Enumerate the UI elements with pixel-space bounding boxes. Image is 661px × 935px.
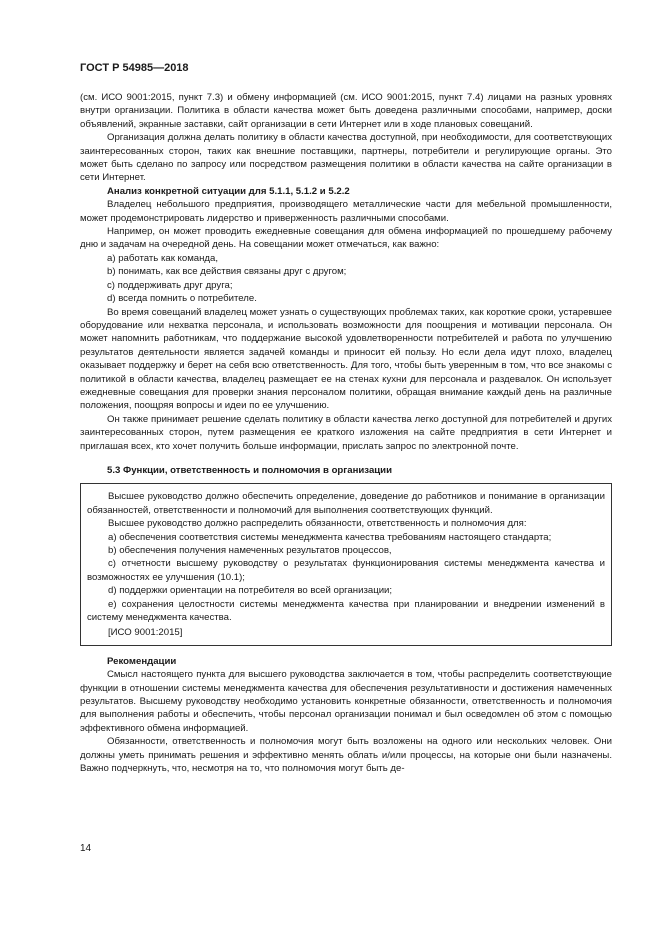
box-list-item: c) отчетности высшему руководству о результатах функционирования системы менеджмента качества и возможностях ее улучшения (10.1); bbox=[87, 558, 605, 583]
list-item: a) работать как команда, bbox=[107, 252, 219, 264]
case-study-heading: Анализ конкретной ситуации для 5.1.1, 5.1.2 и 5.2.2 bbox=[107, 185, 350, 197]
paragraph: Обязанности, ответственность и полномочия могут быть возложены на одного или нескольких человек. Они должны уметь принимать решения и эффективно менять облать и/или процессы, на которые они были назначены. Важно подчеркнуть, что, несмотря на то, что полномочия могут быть де- bbox=[80, 736, 612, 775]
box-list-item: а) обеспечения соответствия системы менеджмента качества требованиям настоящего стандарта; bbox=[108, 531, 552, 543]
box-list-item: e) сохранения целостности системы менеджмента качества при планировании и внедрении изменений в систему менеджмента качества. bbox=[87, 598, 605, 624]
list-item: b) понимать, как все действия связаны друг с другом; bbox=[107, 266, 347, 278]
iso-requirement-box bbox=[80, 483, 612, 645]
document-header: ГОСТ Р 54985—2018 bbox=[80, 62, 189, 74]
recommendations-heading: Рекомендации bbox=[107, 655, 177, 667]
box-paragraph: Высшее руководство должно обеспечить определение, доведение до работников и понимание в организации обязанностей, ответственности и полномочий для выполнения соответствующих функций. bbox=[87, 491, 605, 516]
box-paragraph: Высшее руководство должно распределить обязанности, ответственность и полномочия для: bbox=[108, 518, 527, 530]
paragraph: Во время совещаний владелец может узнать о существующих проблемах таких, как короткие сроки, устаревшее оборудование или нехватка персонала, и использовать возможности для поощрения и мотивации персонала. Он может напомнить работникам, что поддержание высокой удовлетворенности потребителей и работа по улучшению результатов деятельности является задачей команды и приносит ей пользу. Но если дела идут плохо, владелец оказывает поддержку и берет на себя всю ответственность. Для того, чтобы быть уверенным в том, что все знакомы с политикой в области качества, владелец размещает ее на стенах кухни для персонала и раздевалок. Он использует ежедневные совещания для проверки знания персоналом политики, обращая внимание каждый день на различные положения, поощряя вопросы и идеи по ее улучшению. bbox=[80, 306, 612, 412]
document-body bbox=[80, 91, 612, 776]
list-item: d) всегда помнить о потребителе. bbox=[107, 293, 257, 305]
paragraph: Например, он может проводить ежедневные совещания для обмена информацией по прошедшему рабочему дню и задачам на очередной день. На совещании может отмечаться, как важно: bbox=[80, 226, 612, 251]
box-list-item: b) обеспечения получения намеченных результатов процессов, bbox=[108, 545, 392, 556]
paragraph: Владелец небольшого предприятия, производящего металлические части для мебельной промышленности, может продемонстрировать лидерство и приверженность различными способами. bbox=[80, 199, 612, 224]
page-number: 14 bbox=[80, 843, 92, 854]
paragraph: Смысл настоящего пункта для высшего руководства заключается в том, чтобы распределить соответствующие функции в отношении системы менеджмента качества для обеспечения результативности и достижения намеченных результатов. Высшему руководству необходимо установить конкретные обязанности, ответственность и полномочия для выполнения работы и обеспечить, чтобы персонал организации понимал и был осведомлен об этом с помощью эффективного обмена информацией. bbox=[80, 669, 612, 734]
section-title: 5.3 Функции, ответственность и полномочия в организации bbox=[107, 464, 392, 476]
list-item: c) поддерживать друг друга; bbox=[107, 279, 233, 291]
paragraph: Организация должна делать политику в области качества доступной, при необходимости, для соответствующих заинтересованных сторон, таких как внешние поставщики, партнеры, потребители и регулирующие органы. Это может быть сделано по запросу или посредством размещения политики в области качества на сайте организации в сети Интернет. bbox=[80, 132, 612, 184]
iso-reference: [ИСО 9001:2015] bbox=[108, 627, 183, 639]
box-list-item: d) поддержки ориентации на потребителя во всей организации; bbox=[108, 585, 393, 597]
paragraph: (см. ИСО 9001:2015, пункт 7.3) и обмену информацией (см. ИСО 9001:2015, пункт 7.4) лицами на разных уровнях внутри организации. Политика в области качества может быть доведена различными способами, например, доски объявлений, экранные заставки, сайт организации в сети Интернет или в ходе плановых совещаний. bbox=[80, 92, 612, 130]
paragraph: Он также принимает решение сделать политику в области качества легко доступной для потребителей и других заинтересованных сторон, путем размещения ее краткого изложения на сайте предприятия в сети Интернет и приглашая всех, кто хочет получить больше информации, прислать запрос по электронной почте. bbox=[80, 413, 612, 452]
